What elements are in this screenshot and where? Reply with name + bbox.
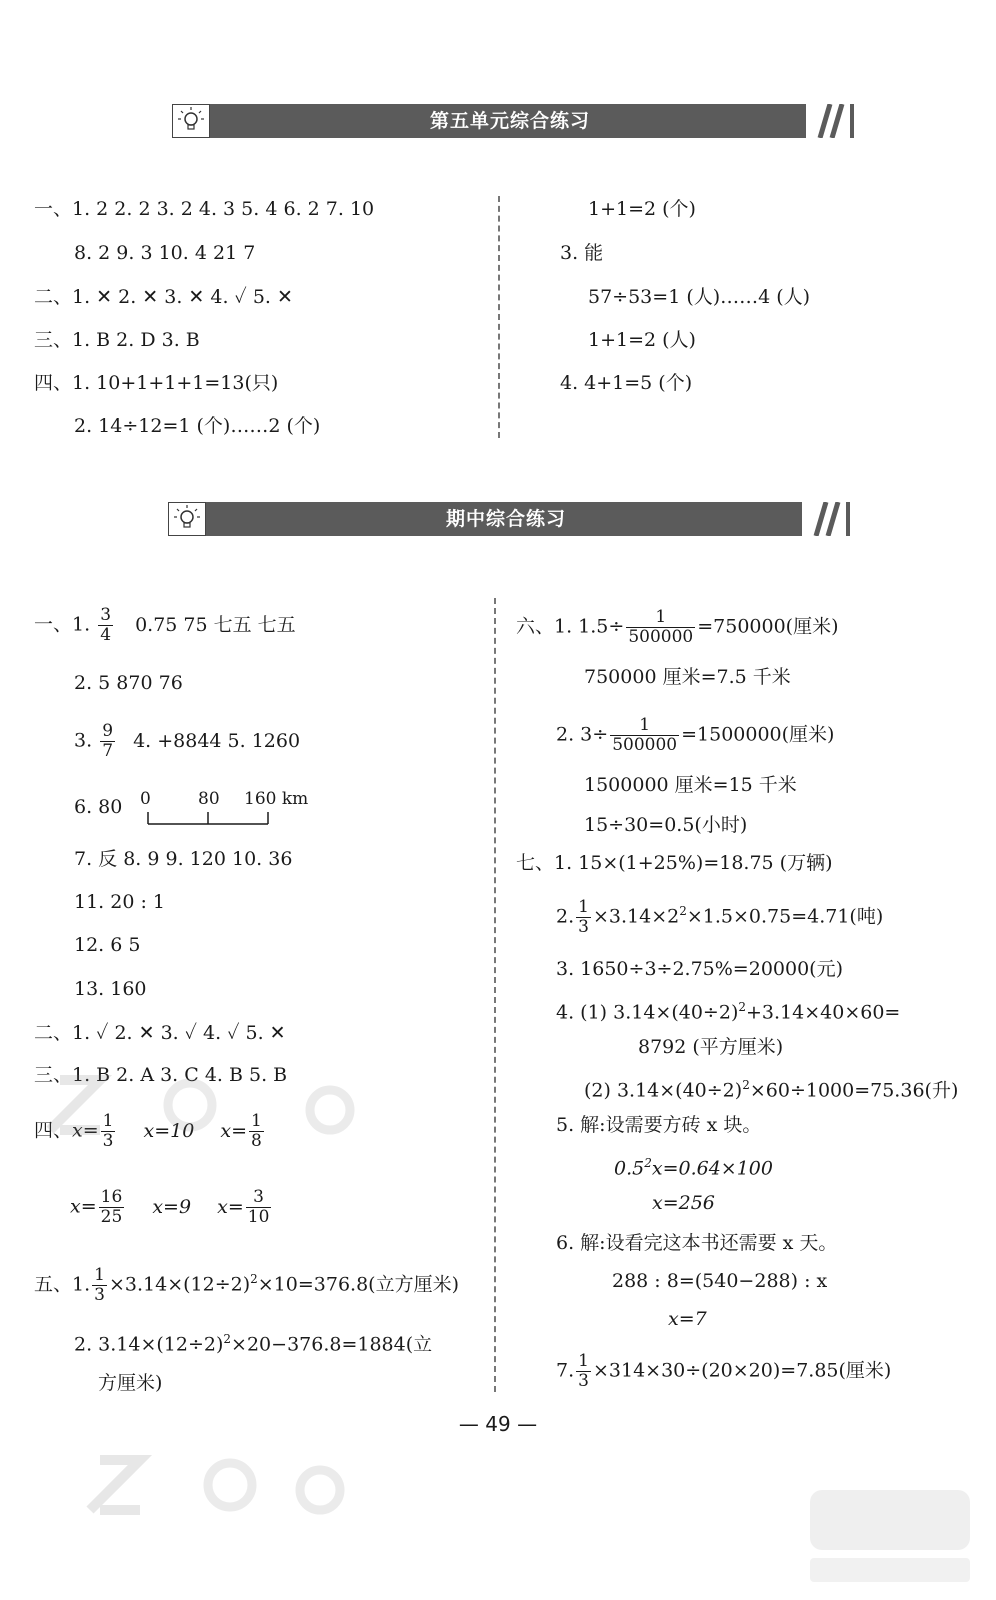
s2-part7-6: 6. 解:设看完这本书还需要 x 天。 [556,1232,838,1254]
scale-label-0: 0 [140,789,151,809]
scale-bar [140,786,309,826]
s1-right-3: 57÷53=1 (人)……4 (人) [588,286,811,308]
fraction: $\frac{3}{10}$ [247,1187,270,1227]
fraction: $\frac{9}{7}$ [102,721,114,761]
s2-part7-5c: x=256 [652,1192,715,1214]
section-title: 期中综合练习 [445,508,566,530]
s2-q6: 6. 80 [74,796,123,818]
column-divider [498,196,500,438]
fraction: $\frac{1}{500000}$ [628,607,694,647]
s2-part7-2: 2. $\frac{1}{3}$ $\times 3.14\times 2^2\times 1.5\times 0.75=4.71$(吨) [556,897,884,937]
fraction: $\frac{16}{25}$ [100,1187,123,1227]
double-slash-icon [806,104,850,138]
fraction: $\frac{1}{8}$ [251,1111,262,1151]
q1-answers: 0.75 75 七五 七五 [135,613,296,636]
s2-part4-row1: 四、x= $\frac{1}{3}$ x=10 x= $\frac{1}{8}$ [34,1111,262,1151]
watermark-logo [40,1040,370,1150]
s1-line-2: 8. 2 9. 3 10. 4 21 7 [74,242,256,264]
s2-part7-5b: $0.5^2x=0.64\times 100$ [614,1156,773,1180]
s2-q7: 7. 反 8. 9 9. 120 10. 36 [74,848,293,870]
scale-line [140,810,280,826]
s2-q3: 3. $\frac{9}{7}$ 4. +8844 5. 1260 [74,721,301,761]
s2-q1 [34,606,296,645]
s1-right-5: 4. 4+1=5 (个) [560,372,693,394]
s2-part7-5: 5. 解:设需要方砖 x 块。 [556,1114,762,1136]
s2-part3: 三、1. B 2. A 3. C 4. B 5. B [34,1064,288,1086]
s2-part6-2: 2. 3÷ $\frac{1}{500000}$ =1500000(厘米) [556,715,835,755]
s2-part6-1: 六、1. 1.5÷ $\frac{1}{500000}$ =750000(厘米) [516,607,839,647]
fraction: $\frac{1}{3}$ [94,1265,105,1305]
s1-line-1: 一、1. 2 2. 2 3. 2 4. 3 5. 4 6. 2 7. 10 [34,198,375,220]
s2-q13: 13. 160 [74,978,147,1000]
s2-part5-2: 2. $3.14\times(12\div 2)^2\times 20-376.8=1884$(立 [74,1332,433,1356]
s2-part4-row2: x= $\frac{16}{25}$ x=9 x= $\frac{3}{10}$ [70,1187,270,1227]
s2-part7-6c: x=7 [668,1308,707,1330]
s2-part7-4: 4. (1) $3.14\times(40\div 2)^2+3.14\times 40\times 60=$ [556,1000,901,1024]
s2-part7-3: 3. 1650÷3÷2.75%=20000(元) [556,958,843,980]
s2-part7-6b: 288 : 8=(540−288) : x [612,1270,828,1292]
column-divider [494,598,496,1392]
fraction: $\frac{3}{4}$ [100,605,112,645]
s2-part2: 二、1. ✓ 2. ✕ 3. ✓ 4. ✓ 5. ✕ [34,1022,286,1044]
scale-label-80: 80 [198,789,220,809]
s1-line-5: 四、1. 10+1+1+1=13(只) [34,372,279,394]
s2-part7-7: 7. $\frac{1}{3}$ ×314×30÷(20×20)=7.85(厘米) [556,1351,892,1391]
lightbulb-icon [168,502,206,536]
s2-part7-1: 七、1. 15×(1+25%)=18.75 (万辆) [516,852,833,874]
section-banner-midterm [168,502,850,536]
s2-part6-line5: 15÷30=0.5(小时) [584,814,748,836]
s1-line-4: 三、1. B 2. D 3. B [34,329,200,351]
s1-right-4: 1+1=2 (人) [588,329,696,351]
scale-label-160: 160 km [244,789,309,809]
section-banner-unit5 [172,104,854,138]
s2-part5-1: 五、1. $\frac{1}{3}$ $\times 3.14\times(12\div 2)^2\times 10=376.8$(立方厘米) [34,1265,460,1305]
s2-q2: 2. 5 870 76 [74,672,183,694]
watermark-logo [80,1420,360,1530]
double-slash-icon [802,502,846,536]
section-title: 第五单元综合练习 [429,110,590,132]
s2-part7-4b: 8792 (平方厘米) [638,1036,784,1058]
page-number: — 49 — [458,1412,538,1436]
fraction: $\frac{1}{3}$ [578,1351,589,1391]
s2-part6-line4: 1500000 厘米=15 千米 [584,774,797,796]
s2-q12: 12. 6 5 [74,934,141,956]
s1-line-6: 2. 14÷12=1 (个)……2 (个) [74,415,321,437]
fraction: $\frac{1}{3}$ [102,1111,114,1151]
fraction: $\frac{1}{500000}$ [612,715,678,755]
lightbulb-icon [172,104,210,138]
s1-right-1: 1+1=2 (个) [588,198,696,220]
q1-number: 一、1. [34,613,91,636]
s2-part5-2-cont: 方厘米) [98,1372,163,1394]
s1-right-2: 3. 能 [560,242,604,264]
s2-part6-line2: 750000 厘米=7.5 千米 [584,666,791,688]
fraction: $\frac{1}{3}$ [578,897,589,937]
s2-q11: 11. 20 : 1 [74,891,166,913]
watermark-stamp [800,1480,980,1590]
s2-part7-4c: (2) $3.14\times(40\div 2)^2\times 60\div 1000=75.36$(升) [584,1078,959,1102]
s1-line-3: 二、1. ✕ 2. ✕ 3. ✕ 4. ✓ 5. ✕ [34,286,293,308]
